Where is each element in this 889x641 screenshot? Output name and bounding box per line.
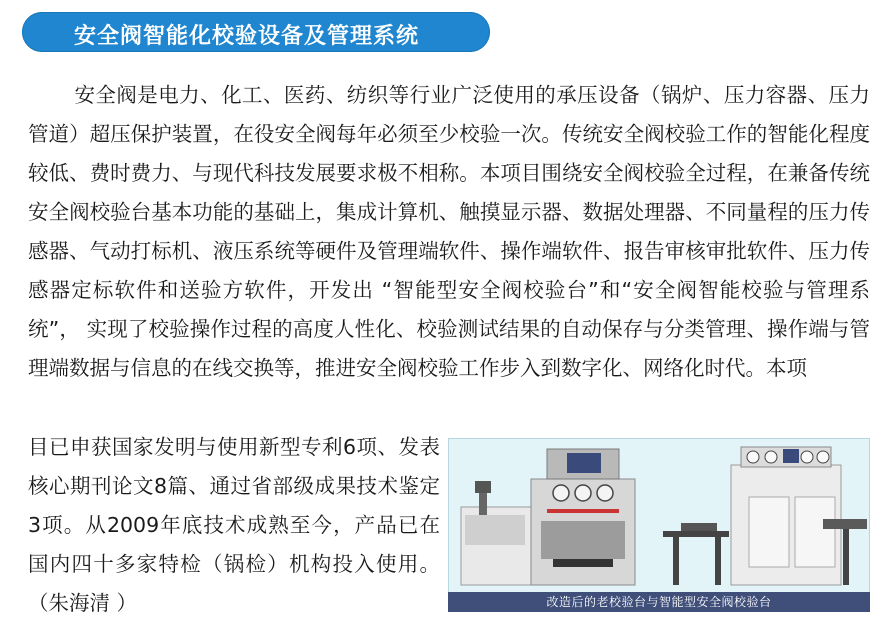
equipment-photo-illustration <box>449 439 869 593</box>
equipment-photo <box>448 438 870 612</box>
title-banner <box>22 12 490 52</box>
page-title: 安全阀智能化校验设备及管理系统 <box>74 24 420 49</box>
wrap-paragraph: 目已申获国家发明与使用新型专利6项、发表核心期刊论文8篇、通过省部级成果技术鉴定3项。从2009年底技术成熟至今，产品已在国内四十多家特检（锅检）机构投入使用。（朱海清 ） <box>28 435 440 615</box>
main-paragraph-text: 安全阀是电力、化工、医药、纺织等行业广泛使用的承压设备（锅炉、压力容器、压力管道）超压保护装置，在役安全阀每年必须至少校验一次。传统安全阀校验工作的智能化程度较低、费时费力、与现代科技发展要求极不相称。本项目围绕安全阀校验全过程，在兼备传统安全阀校验台基本功能的基础上，集成计算机、触摸显示器、数据处理器、不同量程的压力传感器、气动打标机、液压系统等硬件及管理端软件、操作端软件、报告审核审批软件、压力传感器定标软件和送验方软件，开发出 “智能型安全阀校验台”和“安全阀智能校验与管理系统”， 实现了校验操作过程的高度人性化、校验测试结果的自动保存与分类管理、操作端与管理端数据与信息的在线交换等，推进安全阀校验工作步入到数字化、网络化时代。本项 <box>28 83 870 380</box>
photo-caption: 改造后的老校验台与智能型安全阀校验台 <box>448 592 870 612</box>
main-paragraph <box>28 76 870 388</box>
